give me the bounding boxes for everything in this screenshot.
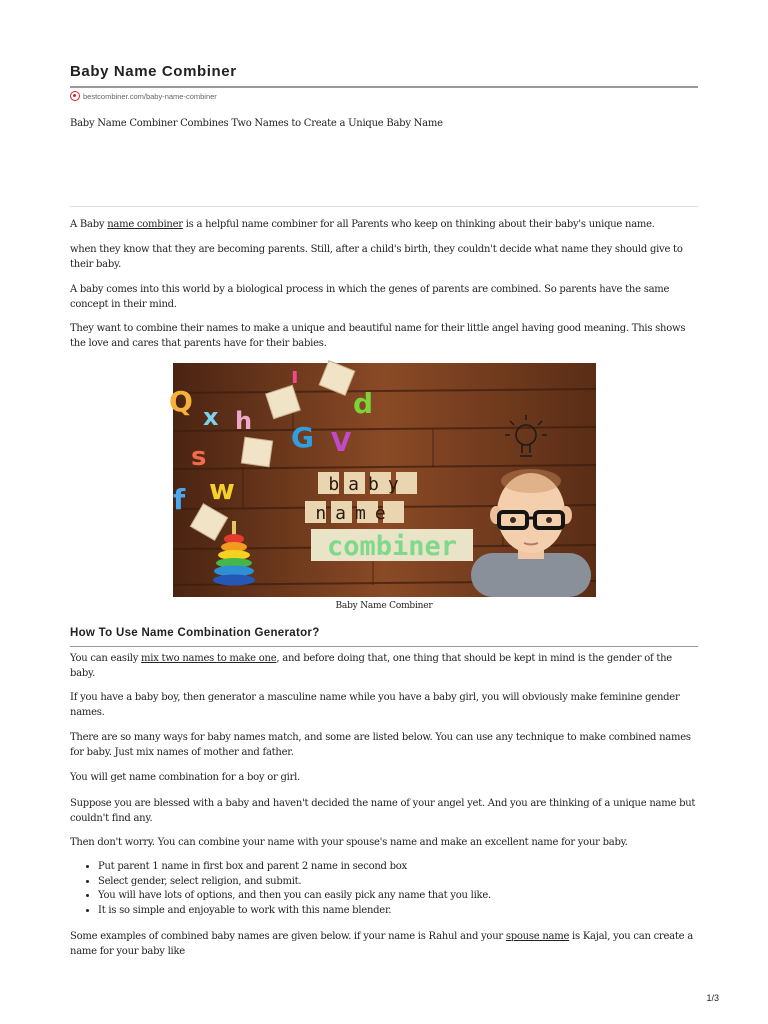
- list-item: • Put parent 1 name in first box and parent 2 name in second box: [98, 860, 718, 875]
- text: You can easily: [70, 653, 142, 664]
- section-divider: [70, 206, 698, 207]
- svg-text:V: V: [331, 428, 352, 458]
- section-heading: How To Use Name Combination Generator?: [70, 627, 320, 639]
- illustration-word-combiner: combiner: [326, 531, 458, 562]
- intro-paragraph-4: They want to combine their names to make a unique and beautiful name for their little angel having good meaning. This shows the love and cares that parents have for their babies.: [70, 323, 686, 349]
- intro-paragraph-3: A baby comes into this world by a biological process in which the genes of parents are combined. So parents have the same concept in their mind.: [70, 284, 670, 310]
- svg-text:d: d: [353, 387, 374, 420]
- section-paragraph-6: Then don't worry. You can combine your name with your spouse's name and make an excellent name for your baby.: [70, 837, 628, 848]
- text: Some examples of combined baby names are given below. if your name is Rahul and your: [70, 931, 506, 942]
- svg-text:Q: Q: [169, 385, 193, 418]
- source-line[interactable]: [70, 91, 217, 101]
- section-paragraph-3: There are so many ways for baby names match, and some are listed below. You can use any technique to make combined names for baby. Just mix names of mother and father.: [70, 732, 691, 758]
- intro-paragraph-1: [70, 217, 698, 232]
- section-paragraph-4: You will get name combination for a boy or girl.: [70, 772, 300, 783]
- list-item: • It is so simple and enjoyable to work with this name blender.: [98, 904, 718, 919]
- steps-list: [70, 860, 718, 918]
- section-paragraph-5: Suppose you are blessed with a baby and haven't decided the name of your angel yet. And you are thinking of a unique name but couldn't find any.: [70, 798, 696, 824]
- illustration-word-baby: baby: [328, 474, 408, 495]
- figure-caption: Baby Name Combiner: [335, 601, 433, 611]
- section-paragraph-7: [70, 929, 698, 959]
- name-combiner-link[interactable]: name combiner: [107, 219, 183, 230]
- section-paragraph-2: If you have a baby boy, then generator a masculine name while you have a baby girl, you will obviously make feminine gender names.: [70, 692, 680, 718]
- text: , and before doing that, one thing that should be kept in mind is the gender of the baby.: [70, 653, 672, 679]
- document-subtitle: Baby Name Combiner Combines Two Names to Create a Unique Baby Name: [70, 118, 443, 129]
- list-item: • You will have lots of options, and then you can easily pick any name that you like.: [98, 889, 718, 904]
- illustration-word-name: name: [315, 503, 395, 524]
- svg-text:x: x: [203, 403, 219, 431]
- spouse-name-link[interactable]: spouse name: [505, 931, 570, 942]
- page-number: 1/3: [706, 993, 719, 1003]
- source-favicon-icon: [70, 91, 80, 101]
- section-paragraph-1: [70, 651, 698, 681]
- mix-two-names-link[interactable]: mix two names to make one: [141, 653, 277, 664]
- title-divider: [70, 86, 698, 88]
- text: is a helpful name combiner for all Parents who keep on thinking about their baby's unique name.: [182, 219, 655, 230]
- svg-text:f: f: [173, 483, 186, 516]
- svg-text:G: G: [291, 421, 314, 454]
- heading-divider: [70, 646, 698, 647]
- svg-text:s: s: [191, 442, 207, 472]
- document-title: Baby Name Combiner: [70, 63, 237, 80]
- svg-text:h: h: [235, 407, 253, 435]
- svg-text:ı: ı: [291, 364, 299, 389]
- svg-text:w: w: [209, 473, 235, 506]
- intro-paragraph-2: when they know that they are becoming parents. Still, after a child's birth, they couldn't decide what name they should give to their baby.: [70, 244, 683, 270]
- baby-name-combiner-illustration: [169, 363, 596, 597]
- text: A Baby: [70, 219, 108, 230]
- list-item: • Select gender, select religion, and submit.: [98, 875, 718, 890]
- text: is Kajal, you can create a name for your baby like: [70, 931, 693, 957]
- source-url[interactable]: bestcombiner.com/baby-name-combiner: [83, 91, 217, 101]
